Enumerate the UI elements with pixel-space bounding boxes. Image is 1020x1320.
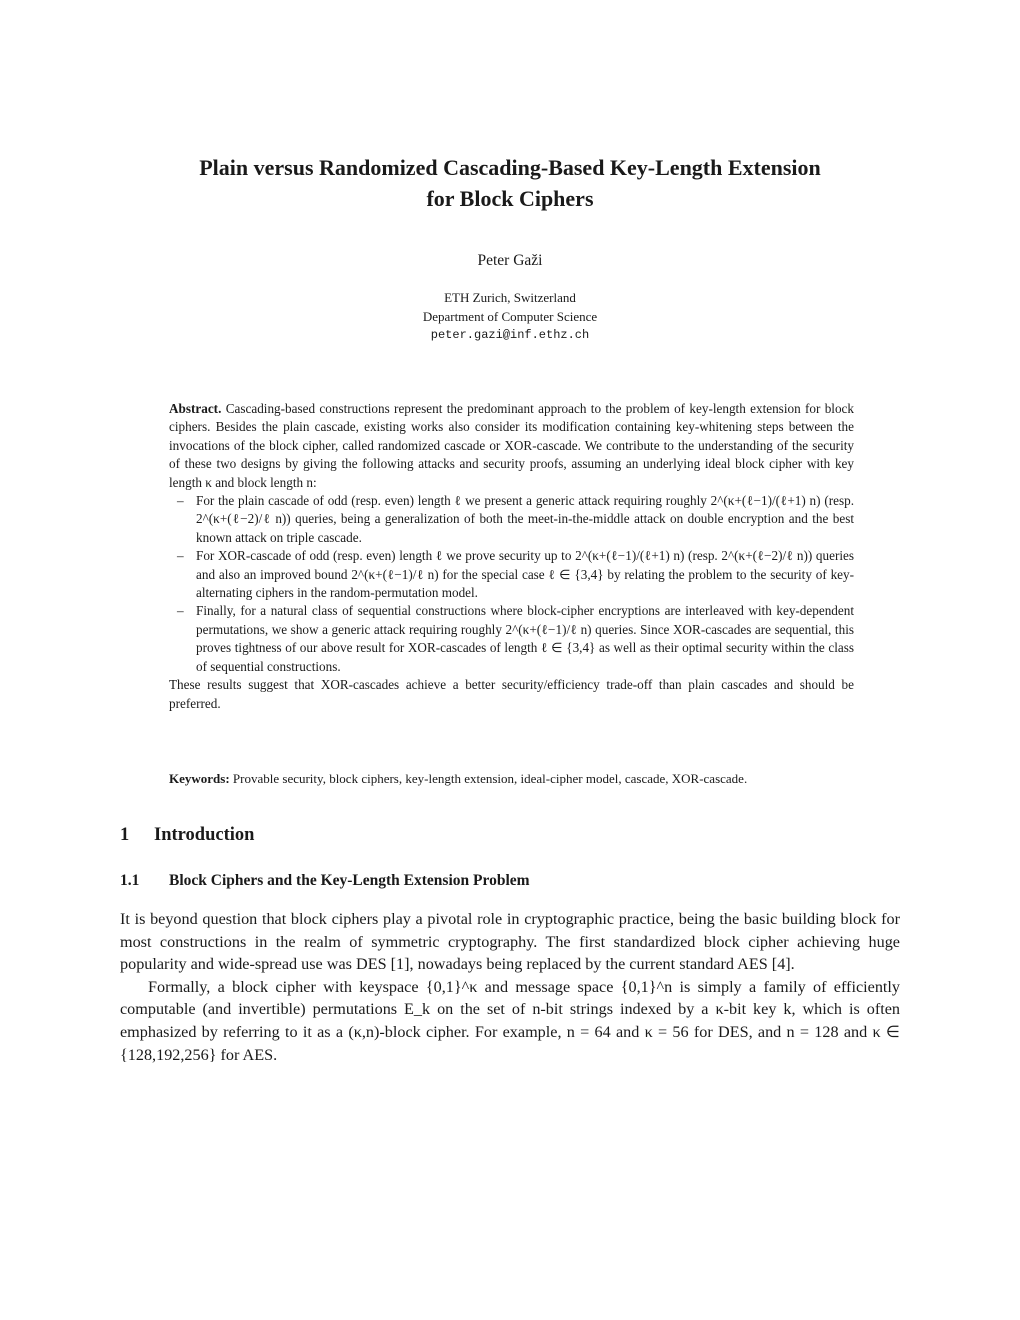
- subsection-number: 1.1: [120, 872, 140, 889]
- title-line-1: Plain versus Randomized Cascading-Based Key-Length Extension: [199, 155, 821, 180]
- body-paragraph: It is beyond question that block ciphers play a pivotal role in cryptographic practice, being the basic building block for most constructions in the realm of symmetric cryptography. The first standardized block cipher achieving huge popularity and wide-spread use was DES [1], nowadays being replaced by the current standard AES [4].: [120, 910, 900, 974]
- abstract-bullet: – For the plain cascade of odd (resp. even) length ℓ we present a generic attack requiring roughly 2^(κ+(ℓ−1)/(ℓ+1) n) (resp. 2^(κ+(ℓ−2)/ℓ n)) queries, being a generalization of both the meet-in-the-middle attack on double encryption and the best known attack on triple cascade.: [177, 493, 854, 545]
- abstract-bullet: – For XOR-cascade of odd (resp. even) length ℓ we prove security up to 2^(κ+(ℓ−1)/(ℓ+1) n) (resp. 2^(κ+(ℓ−2)/ℓ n)) queries and also an improved bound 2^(κ+(ℓ−1)/ℓ n) for the special case ℓ ∈ {3,4} by relating the problem to the security of key-alternating ciphers in the random-permutation model.: [177, 548, 854, 601]
- author-name: Peter Gaži: [477, 252, 543, 269]
- abstract-contributions: [169, 492, 854, 676]
- abstract-conclusion: These results suggest that XOR-cascades achieve a better security/efficiency trade-off than plain cascades and should be preferred.: [169, 677, 854, 711]
- section-heading: [120, 825, 254, 846]
- keywords-label: Keywords:: [169, 771, 230, 786]
- abstract-intro-text: Cascading-based constructions represent the predominant approach to the problem of key-length extension for block ciphers. Besides the plain cascade, existing works also consider its modification containing key-whitening steps between the invocations of the block cipher, called randomized cascade or XOR-cascade. We contribute to the understanding of the security of these two designs by giving the following attacks and security proofs, assuming an underlying ideal block cipher with key length κ and block length n:: [169, 401, 855, 490]
- abstract-label: Abstract.: [169, 401, 222, 416]
- affiliation-institution: ETH Zurich, Switzerland: [444, 290, 576, 305]
- affiliation-block: [0, 289, 1020, 345]
- subsection-title: Block Ciphers and the Key-Length Extension Problem: [169, 872, 530, 889]
- abstract-intro: [169, 400, 854, 492]
- subsection-heading: [120, 872, 530, 890]
- abstract: [169, 400, 854, 713]
- title-line-2: for Block Ciphers: [426, 186, 594, 211]
- section-title: Introduction: [154, 825, 255, 845]
- paper-title: [100, 152, 920, 214]
- affiliation-department: Department of Computer Science: [422, 308, 598, 324]
- keywords: [169, 770, 909, 788]
- body-paragraph: Formally, a block cipher with keyspace {0,1}^κ and message space {0,1}^n is simply a family of efficiently computable (and invertible) permutations E_k on the set of n-bit strings indexed by a κ-bit key k, which is often emphasized by referring to it as a (κ,n)-block cipher. For example, n = 64 and κ = 56 for DES, and n = 128 and κ ∈ {128,192,256} for AES.: [120, 977, 900, 1064]
- abstract-bullet: – Finally, for a natural class of sequential constructions where block-cipher encryptions are interleaved with key-dependent permutations, we show a generic attack requiring roughly 2^(κ+(ℓ−1)/ℓ n) queries. Since XOR-cascades are sequential, this proves tightness of our above result for XOR-cascades of length ℓ ∈ {3,4} as well as their optimal security within the class of sequential constructions.: [177, 603, 854, 674]
- author-email[interactable]: peter.gazi@inf.ethz.ch: [430, 328, 590, 342]
- section-number: 1: [120, 825, 130, 845]
- keywords-text: Provable security, block ciphers, key-length extension, ideal-cipher model, cascade, XOR-cascade.: [232, 771, 748, 786]
- body-text: [120, 908, 900, 1066]
